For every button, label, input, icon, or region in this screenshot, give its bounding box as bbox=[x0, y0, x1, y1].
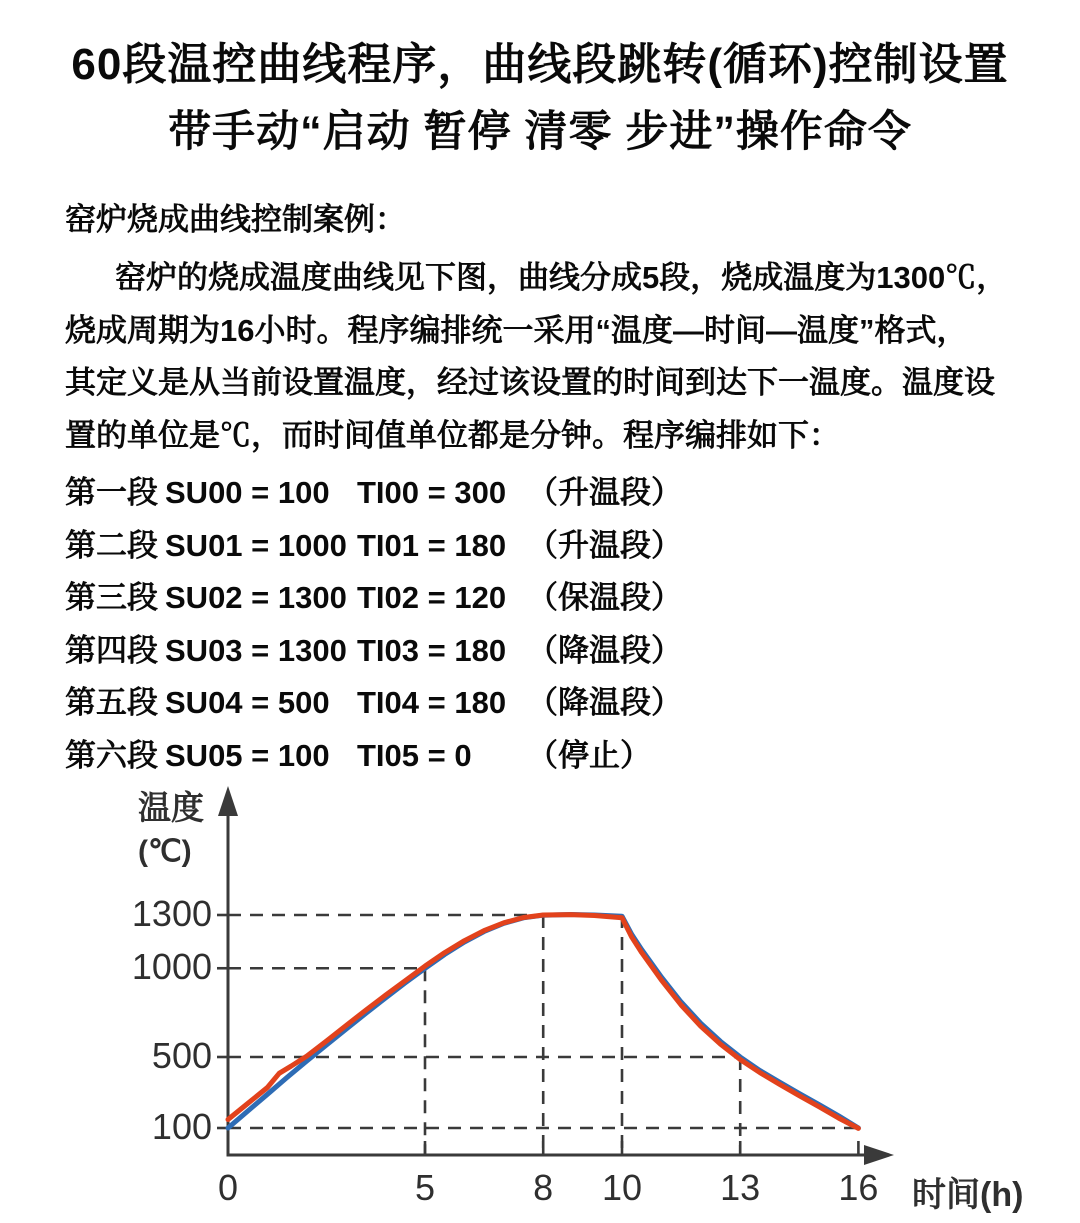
program-row bbox=[65, 625, 1025, 678]
intro-paragraph bbox=[65, 252, 1025, 462]
ti-setting: TI01 = 180 bbox=[357, 527, 507, 563]
x-tick-label-0: 0 bbox=[217, 1167, 239, 1208]
x-tick-label-16: 16 bbox=[838, 1167, 879, 1208]
segment-note: （保温段） bbox=[527, 580, 682, 615]
page-title-line1: 60段温控曲线程序，曲线段跳转(循环)控制设置 bbox=[71, 40, 1009, 89]
ti-setting: TI02 = 120 bbox=[357, 580, 507, 615]
segment-label: 第二段 bbox=[65, 527, 158, 563]
y-tick-label-500: 500 bbox=[151, 1035, 212, 1076]
firing-curve-chart bbox=[0, 780, 1080, 1223]
y-axis-label-text: 温度 bbox=[138, 789, 204, 826]
y-axis-label bbox=[138, 786, 248, 874]
y-tick-label-1000: 1000 bbox=[131, 946, 212, 988]
y-axis-unit: (℃) bbox=[138, 835, 192, 868]
segment-note: （停止） bbox=[527, 737, 651, 773]
ti-setting: TI00 = 300 bbox=[357, 475, 507, 510]
program-row bbox=[65, 730, 1025, 783]
paragraph-line: 窑炉的烧成温度曲线见下图，曲线分成5段，烧成温度为1300℃， bbox=[115, 260, 1008, 295]
program-row bbox=[65, 677, 1025, 730]
x-tick-label-5: 5 bbox=[414, 1167, 436, 1208]
paragraph-line: 置的单位是℃，而时间值单位都是分钟。程序编排如下： bbox=[65, 417, 840, 453]
ti-setting: TI04 = 180 bbox=[357, 685, 507, 720]
case-heading: 窑炉烧成曲线控制案例： bbox=[65, 202, 406, 237]
x-axis-label: 时间(h) bbox=[912, 1176, 1024, 1214]
paragraph-line: 烧成周期为16小时。程序编排统一采用“温度—时间—温度”格式， bbox=[65, 312, 968, 348]
y-tick-label-100: 100 bbox=[151, 1106, 212, 1147]
segment-label: 第一段 bbox=[65, 475, 158, 510]
su-setting: SU01 = 1000 bbox=[165, 527, 347, 563]
ti-setting: TI03 = 180 bbox=[357, 632, 507, 668]
segment-note: （升温段） bbox=[527, 527, 682, 563]
segment-label: 第五段 bbox=[65, 685, 158, 720]
segment-label: 第三段 bbox=[65, 580, 158, 615]
program-row bbox=[65, 520, 1025, 573]
su-setting: SU03 = 1300 bbox=[165, 632, 347, 668]
segment-label: 第四段 bbox=[65, 632, 158, 668]
program-row bbox=[65, 467, 1025, 520]
x-tick-label-10: 10 bbox=[601, 1167, 643, 1208]
x-axis-arrow bbox=[864, 1145, 894, 1165]
ti-setting: TI05 = 0 bbox=[357, 737, 472, 773]
paragraph-line: 其定义是从当前设置温度，经过该设置的时间到达下一温度。温度设 bbox=[65, 365, 995, 400]
segment-label: 第六段 bbox=[65, 737, 158, 773]
y-tick-label-1300: 1300 bbox=[131, 893, 212, 934]
segment-note: （升温段） bbox=[527, 475, 682, 510]
program-list bbox=[65, 467, 1025, 782]
segment-note: （降温段） bbox=[527, 632, 682, 668]
su-setting: SU05 = 100 bbox=[165, 737, 330, 773]
segment-note: （降温段） bbox=[527, 685, 682, 720]
program-row bbox=[65, 572, 1025, 625]
su-setting: SU00 = 100 bbox=[165, 475, 330, 510]
su-setting: SU04 = 500 bbox=[165, 685, 330, 720]
su-setting: SU02 = 1300 bbox=[165, 580, 347, 615]
x-tick-label-13: 13 bbox=[720, 1167, 761, 1208]
page-title-line2: 带手动“启动 暂停 清零 步进”操作命令 bbox=[168, 108, 912, 156]
x-tick-label-8: 8 bbox=[533, 1167, 554, 1208]
